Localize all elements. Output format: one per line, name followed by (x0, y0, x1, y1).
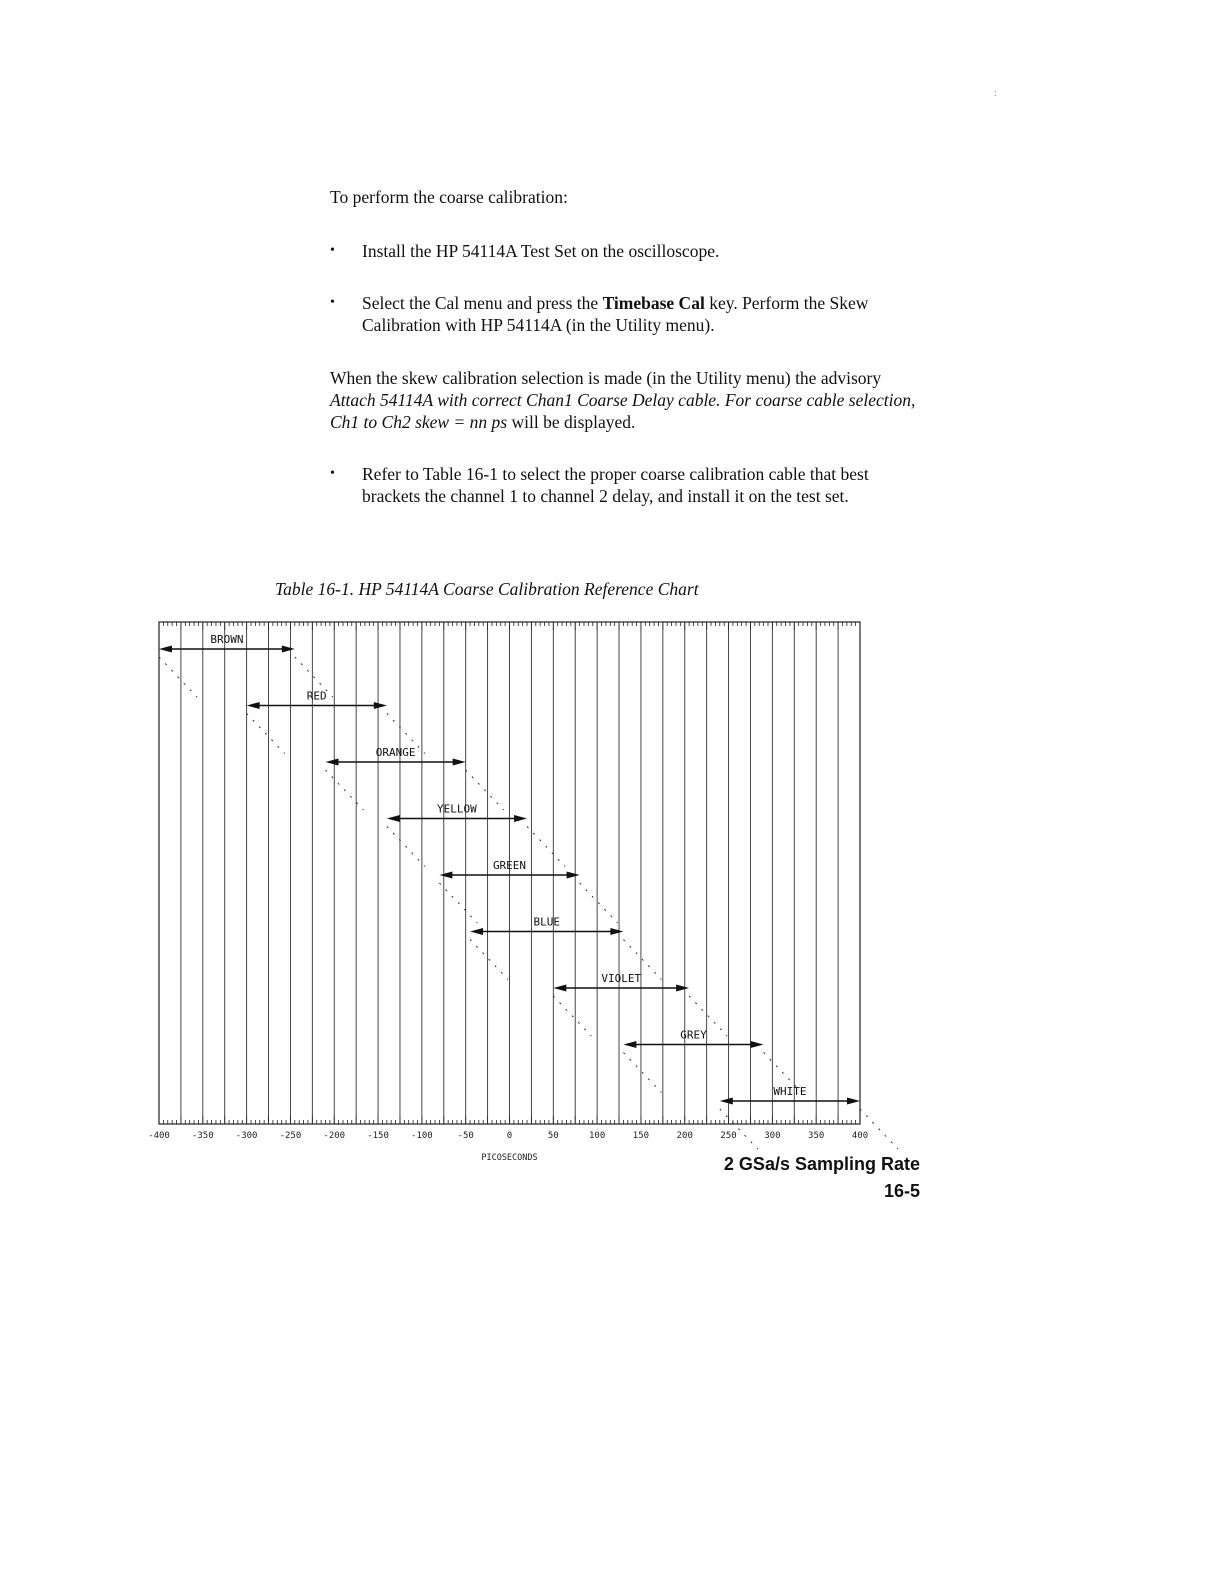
advisory-post: will be displayed. (507, 412, 636, 432)
arrow-right (282, 646, 295, 653)
x-tick-label: -400 (148, 1131, 170, 1141)
arrow-right (567, 872, 580, 879)
bullet-icon: • (330, 243, 335, 258)
arrow-right (453, 759, 466, 766)
bullet-text-post: key. Perform the Skew Calibration with HP 54114A (in the Utility menu). (362, 293, 869, 335)
x-tick-label: -200 (323, 1131, 346, 1141)
advisory-paragraph (330, 367, 920, 433)
arrow-right (374, 702, 387, 709)
advisory-message: Attach 54114A with correct Chan1 Coarse Delay cable. For coarse cable selection, Ch1 to Ch2 skew = nn ps (330, 390, 916, 432)
x-tick-label: -150 (367, 1131, 389, 1141)
diagonal-guide (247, 714, 285, 754)
arrow-right (676, 985, 689, 992)
page-number: 16-5 (883, 1181, 920, 1201)
cable-label: BROWN (210, 633, 244, 646)
arrow-left (159, 646, 172, 653)
timebase-cal-key: Timebase Cal (602, 293, 705, 313)
cable-label: GREEN (492, 859, 527, 872)
x-tick-label: -250 (279, 1131, 302, 1141)
x-tick-label: 350 (808, 1131, 825, 1141)
diagonal-guide (439, 883, 477, 923)
x-tick-label: 200 (676, 1131, 693, 1141)
x-tick-label: 150 (632, 1131, 650, 1141)
diagonal-guide (623, 1053, 661, 1093)
x-tick-label: 0 (506, 1131, 513, 1141)
x-tick-label: 100 (588, 1131, 606, 1141)
arrow-right (751, 1041, 764, 1048)
diagonal-guide (387, 827, 425, 867)
bullet-text: Install the HP 54114A Test Set on the oscilloscope. (362, 241, 720, 261)
cable-label: VIOLET (601, 972, 642, 985)
bullet-text: Refer to Table 16-1 to select the proper coarse calibration cable that best brackets the channel 1 to channel 2 delay, and install it on the test set. (362, 464, 869, 506)
section-footer: 2 GSa/s Sampling Rate (723, 1154, 920, 1174)
calibration-reference-chart (140, 616, 900, 1163)
x-axis-label: PICOSECONDS (481, 1153, 538, 1163)
bullet-icon: • (330, 466, 335, 481)
arrow-left (439, 872, 452, 879)
bullet-text-pre: Select the Cal menu and press the (362, 293, 603, 313)
bullet-text (362, 292, 920, 336)
arrow-left (470, 928, 483, 935)
x-tick-label: 300 (764, 1131, 781, 1141)
arrow-left (553, 985, 566, 992)
cable-label: RED (306, 689, 327, 703)
cable-label: ORANGE (375, 746, 416, 759)
arrow-right (847, 1098, 860, 1105)
arrow-left (387, 815, 400, 822)
margin-speck: : (994, 88, 997, 99)
diagonal-guide (159, 657, 197, 697)
list-item (330, 240, 920, 262)
x-tick-label: -100 (411, 1131, 433, 1141)
diagonal-guide (470, 940, 508, 980)
diagonal-guide (527, 827, 565, 867)
cable-label: YELLOW (437, 802, 477, 816)
x-tick-label: -300 (235, 1131, 258, 1141)
arrow-left (247, 702, 260, 709)
arrow-left (720, 1098, 733, 1105)
cable-label: GREY (680, 1028, 707, 1042)
arrow-left (623, 1041, 636, 1048)
diagonal-guide (325, 770, 363, 810)
arrow-right (610, 928, 623, 935)
table-caption: Table 16-1. HP 54114A Coarse Calibration Reference Chart (275, 579, 699, 599)
cable-label: WHITE (773, 1085, 807, 1098)
intro-paragraph: To perform the coarse calibration: (330, 187, 568, 207)
x-tick-label: 250 (720, 1131, 737, 1141)
arrow-right (514, 815, 527, 822)
bullet-icon: • (330, 295, 335, 310)
advisory-pre: When the skew calibration selection is made (in the Utility menu) the advisory (330, 368, 882, 388)
x-tick-label: 50 (547, 1131, 559, 1141)
x-tick-label: -350 (191, 1131, 214, 1141)
x-tick-label: -50 (457, 1131, 474, 1141)
diagonal-guide (860, 1109, 898, 1149)
list-item (330, 292, 920, 336)
cable-label: BLUE (533, 915, 560, 929)
x-tick-label: 400 (851, 1131, 869, 1141)
diagonal-guide (720, 1109, 758, 1149)
arrow-left (325, 759, 338, 766)
diagonal-guide (553, 996, 591, 1036)
diagonal-guide (580, 883, 618, 923)
list-item (330, 463, 920, 507)
